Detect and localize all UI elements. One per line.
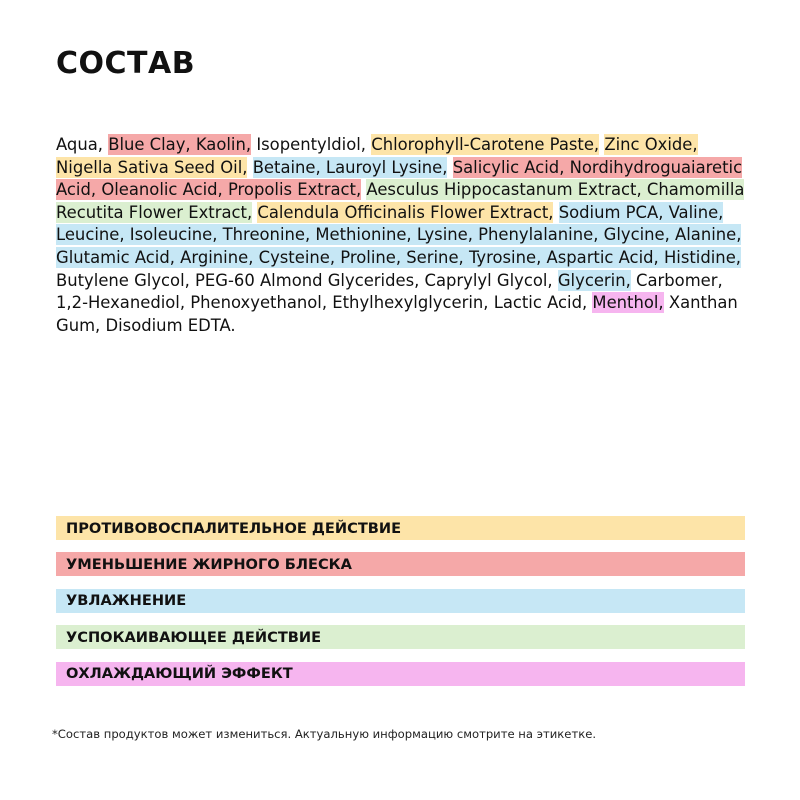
ingredient-group: Aesculus Hippocastanum Extract, Chamomilla Recutita Flower Extract, <box>56 180 745 222</box>
legend-label: ПРОТИВОВОСПАЛИТЕЛЬНОЕ ДЕЙСТВИЕ <box>66 519 402 537</box>
ingredient-group: Aqua, <box>56 135 103 154</box>
footnote: *Состав продуктов может измениться. Актуальную информацию смотрите на этикетке. <box>52 727 597 741</box>
ingredient-group: Carbomer, 1,2-Hexanediol, Phenoxyethanol, Ethylhexylglycerin, Lactic Acid, <box>56 270 723 313</box>
ingredient-group: Chlorophyll-Carotene Paste, <box>371 135 600 154</box>
ingredients-list <box>56 134 756 337</box>
ingredient-group: Butylene Glycol, PEG-60 Almond Glycerides, Caprylyl Glycol, <box>56 270 553 290</box>
legend-item-soothing <box>56 625 745 649</box>
legend-label: УСПОКАИВАЮЩЕЕ ДЕЙСТВИЕ <box>66 628 322 646</box>
ingredient-group: Salicylic Acid, Nordihydroguaiaretic Acid, Oleanolic Acid, Propolis Extract, <box>56 157 743 200</box>
page-title: СОСТАВ <box>56 46 196 81</box>
ingredient-group: Isopentyldiol, <box>256 135 367 154</box>
ingredient-group: Calendula Officinalis Flower Extract, <box>257 202 554 222</box>
legend-item-cooling <box>56 662 745 686</box>
legend <box>56 516 745 698</box>
legend-item-oil-reduction <box>56 552 745 576</box>
legend-item-anti-inflammatory <box>56 516 745 540</box>
legend-label: ОХЛАЖДАЮЩИЙ ЭФФЕКТ <box>66 665 293 683</box>
legend-label: УВЛАЖНЕНИЕ <box>66 592 187 610</box>
ingredient-group: Zinc Oxide, Nigella Sativa Seed Oil, <box>56 135 698 177</box>
legend-label: УМЕНЬШЕНИЕ ЖИРНОГО БЛЕСКА <box>66 555 352 573</box>
legend-item-moisturizing <box>56 589 745 613</box>
ingredient-group: Menthol, <box>592 293 664 313</box>
ingredient-group: Sodium PCA, Valine, Leucine, Isoleucine, Threonine, Methionine, Lysine, Phenylalanine, Glycine, Alanine, Glutamic Acid, Arginine, Cysteine, Proline, Serine, Tyrosine, Aspartic Acid, Histidine, <box>56 202 742 267</box>
ingredient-group: Glycerin, <box>557 270 631 290</box>
ingredient-group: Blue Clay, Kaolin, <box>108 135 252 154</box>
ingredient-group: Xanthan Gum, Disodium EDTA. <box>56 293 738 335</box>
ingredient-group: Betaine, Lauroyl Lysine, <box>252 157 448 177</box>
